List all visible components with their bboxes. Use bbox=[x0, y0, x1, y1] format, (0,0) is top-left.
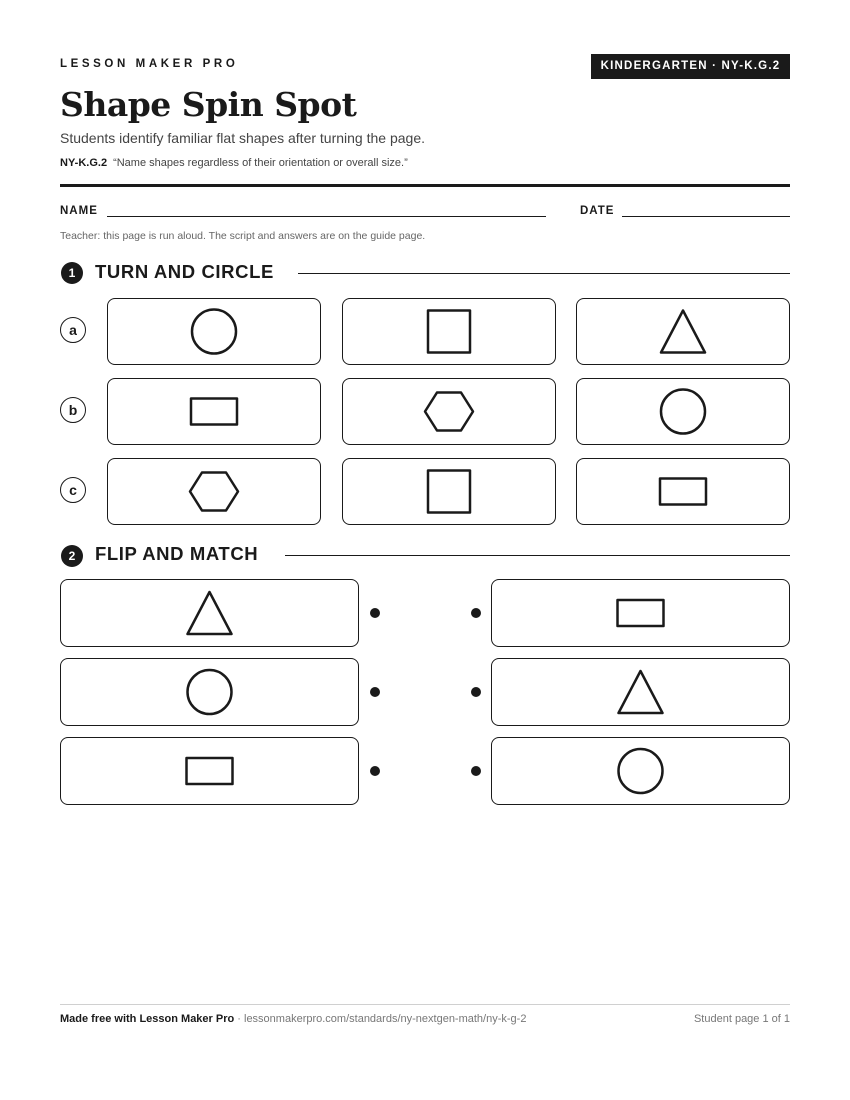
section-1-number: 1 bbox=[61, 262, 83, 284]
section-1-title: TURN AND CIRCLE bbox=[95, 261, 274, 282]
match-card-left[interactable] bbox=[60, 579, 359, 647]
row-label-c: c bbox=[60, 477, 86, 503]
footer-page-number: Student page 1 of 1 bbox=[693, 1013, 790, 1025]
match-dot-left[interactable] bbox=[370, 766, 380, 776]
shape-card[interactable] bbox=[107, 298, 321, 365]
shape-card[interactable] bbox=[342, 378, 556, 445]
match-card-left[interactable] bbox=[60, 737, 359, 805]
shape-card[interactable] bbox=[342, 298, 556, 365]
section-1-rule bbox=[298, 273, 790, 274]
footer-credit bbox=[60, 1013, 526, 1025]
match-card-right[interactable] bbox=[491, 737, 790, 805]
date-field[interactable] bbox=[622, 216, 790, 217]
circle-icon bbox=[61, 659, 358, 725]
rectangle-icon bbox=[492, 580, 789, 646]
hexagon-icon bbox=[108, 459, 320, 524]
shape-card[interactable] bbox=[342, 458, 556, 525]
name-label: NAME bbox=[60, 205, 98, 217]
match-dot-right[interactable] bbox=[471, 766, 481, 776]
match-card-right[interactable] bbox=[491, 658, 790, 726]
match-dot-left[interactable] bbox=[370, 608, 380, 618]
circle-icon bbox=[577, 379, 789, 444]
hexagon-icon bbox=[343, 379, 555, 444]
shape-card[interactable] bbox=[107, 378, 321, 445]
match-card-left[interactable] bbox=[60, 658, 359, 726]
match-card-right[interactable] bbox=[491, 579, 790, 647]
brand-name: LESSON MAKER PRO bbox=[60, 58, 239, 70]
rectangle-icon bbox=[577, 459, 789, 524]
section-2-number: 2 bbox=[61, 545, 83, 567]
footer-divider bbox=[60, 1004, 790, 1005]
page-subtitle: Students identify familiar flat shapes after turning the page. bbox=[60, 130, 425, 146]
triangle-icon bbox=[61, 580, 358, 646]
shape-card[interactable] bbox=[576, 378, 790, 445]
section-2-title: FLIP AND MATCH bbox=[95, 543, 259, 564]
footer-made-with: Made free with Lesson Maker Pro bbox=[60, 1013, 235, 1025]
shape-card[interactable] bbox=[107, 458, 321, 525]
square-icon bbox=[343, 459, 555, 524]
row-label-b: b bbox=[60, 397, 86, 423]
footer-url: · lessonmakerpro.com/standards/ny-nextgen-math/ny-k-g-2 bbox=[234, 1013, 527, 1025]
grade-badge: KINDERGARTEN · NY-K.G.2 bbox=[591, 54, 790, 79]
standard-line bbox=[60, 157, 408, 169]
match-dot-right[interactable] bbox=[471, 687, 481, 697]
circle-icon bbox=[492, 738, 789, 804]
circle-icon bbox=[108, 299, 320, 364]
page-title: Shape Spin Spot bbox=[60, 85, 357, 124]
teacher-note: Teacher: this page is run aloud. The script and answers are on the guide page. bbox=[60, 230, 426, 242]
match-dot-left[interactable] bbox=[370, 687, 380, 697]
triangle-icon bbox=[577, 299, 789, 364]
rectangle-icon bbox=[108, 379, 320, 444]
date-label: DATE bbox=[580, 205, 615, 217]
header-divider bbox=[60, 184, 790, 187]
match-dot-right[interactable] bbox=[471, 608, 481, 618]
section-2-rule bbox=[285, 555, 790, 556]
standard-text: “Name shapes regardless of their orientation or overall size.” bbox=[113, 157, 408, 169]
standard-code: NY-K.G.2 bbox=[60, 157, 108, 169]
row-label-a: a bbox=[60, 317, 86, 343]
rectangle-icon bbox=[61, 738, 358, 804]
triangle-icon bbox=[492, 659, 789, 725]
name-field[interactable] bbox=[107, 216, 546, 217]
square-icon bbox=[343, 299, 555, 364]
shape-card[interactable] bbox=[576, 298, 790, 365]
shape-card[interactable] bbox=[576, 458, 790, 525]
